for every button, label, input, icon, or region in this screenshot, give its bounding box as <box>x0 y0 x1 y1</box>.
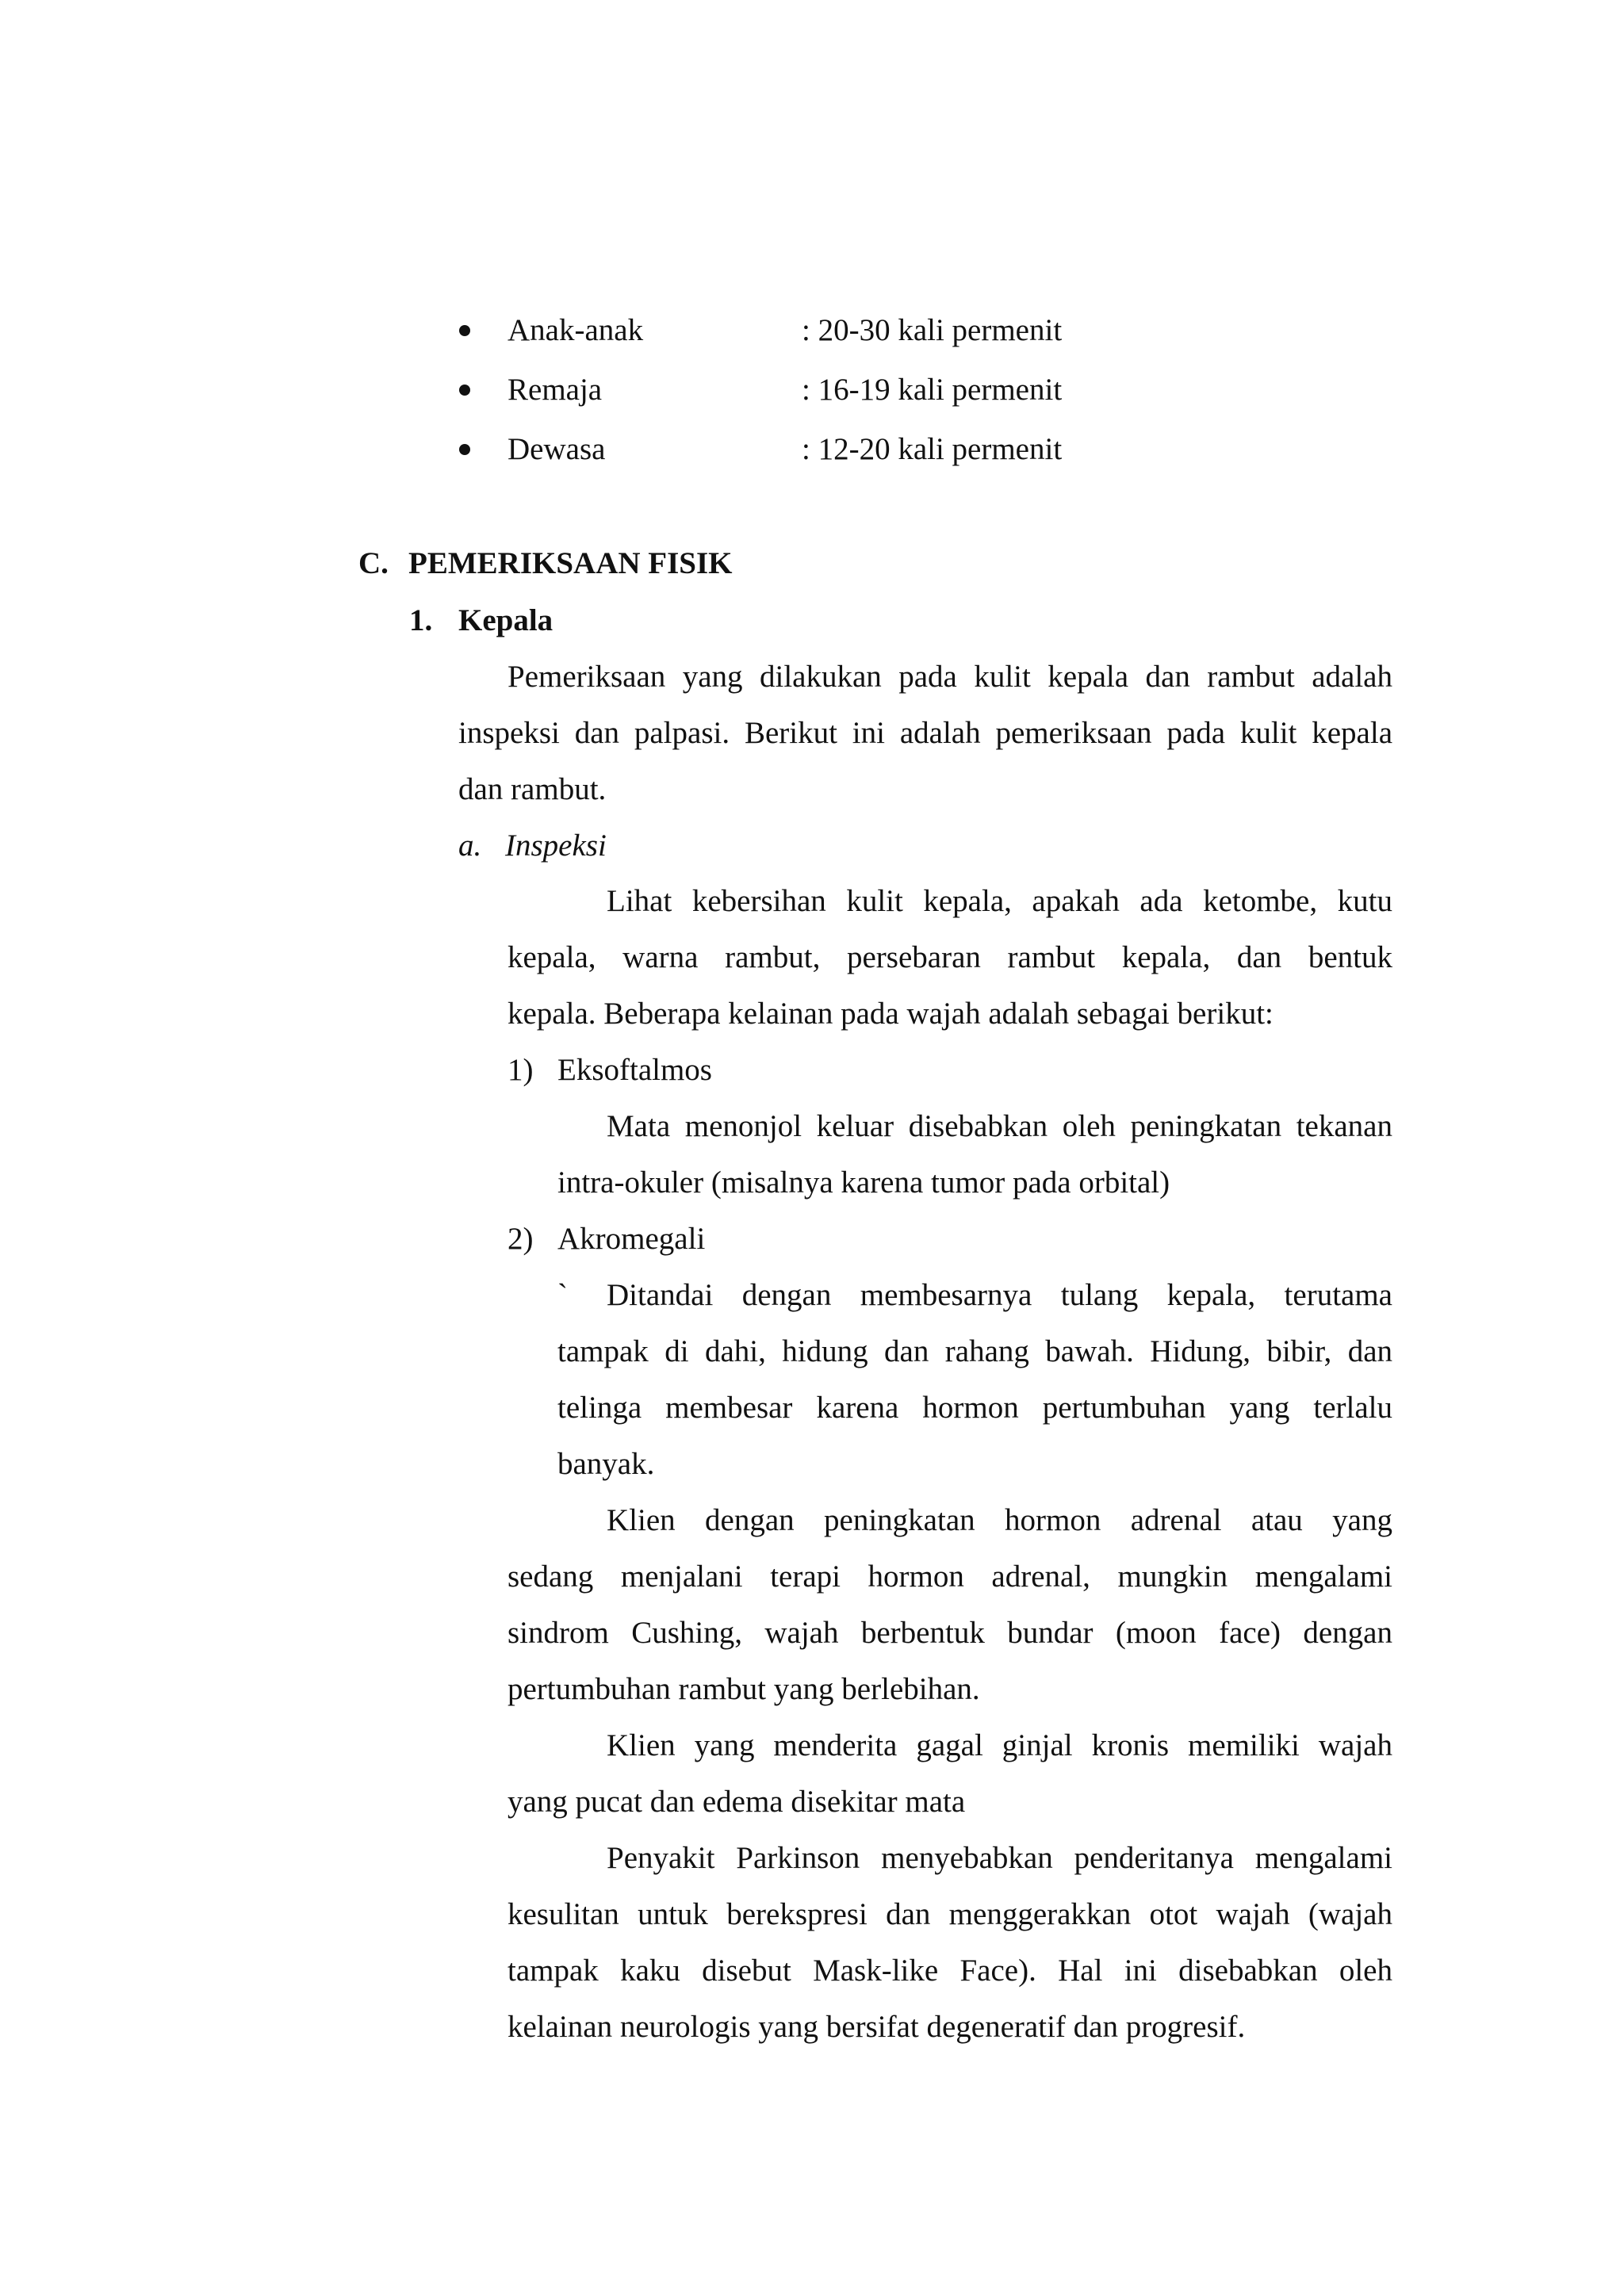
paragraph-line: Mata menonjol keluar disebabkan oleh peningkatan tekanan <box>607 1109 1392 1143</box>
paragraph-line: kesulitan untuk berekspresi dan menggerakkan otot wajah (wajah <box>508 1897 1392 1931</box>
bullet-dot-icon <box>459 325 470 336</box>
bullet-dot-icon <box>459 385 470 396</box>
item-number: 1) <box>508 1053 534 1087</box>
section-heading: PEMERIKSAAN FISIK <box>408 546 733 580</box>
rate-label: Dewasa <box>508 432 606 466</box>
list-letter: a. <box>458 828 482 863</box>
item-heading: Eksoftalmos <box>557 1053 712 1087</box>
subsection-number: 1. <box>409 603 433 637</box>
paragraph-line: banyak. <box>557 1447 655 1481</box>
paragraph-line: kelainan neurologis yang bersifat degeneratif dan progresif. <box>508 2010 1246 2044</box>
paragraph-line: inspeksi dan palpasi. Berikut ini adalah pemeriksaan pada kulit kepala <box>458 716 1392 750</box>
paragraph-line: yang pucat dan edema disekitar mata <box>508 1785 966 1819</box>
paragraph-line: Lihat kebersihan kulit kepala, apakah ada ketombe, kutu <box>607 884 1392 918</box>
paragraph-line: sindrom Cushing, wajah berbentuk bundar (moon face) dengan <box>508 1616 1392 1650</box>
paragraph-line: Klien yang menderita gagal ginjal kronis memiliki wajah <box>607 1728 1392 1762</box>
paragraph-line: Penyakit Parkinson menyebabkan penderitanya mengalami <box>607 1841 1392 1875</box>
rate-label: Anak-anak <box>508 313 644 347</box>
inspeksi-heading: Inspeksi <box>505 828 607 863</box>
paragraph-line: Pemeriksaan yang dilakukan pada kulit kepala dan rambut adalah <box>508 660 1392 694</box>
rate-value: : 12-20 kali permenit <box>802 432 1063 466</box>
paragraph-line: Klien dengan peningkatan hormon adrenal atau yang <box>607 1503 1392 1537</box>
section-letter: C. <box>358 546 389 580</box>
paragraph-line: tampak di dahi, hidung dan rahang bawah. Hidung, bibir, dan <box>557 1334 1392 1368</box>
backtick-mark: ` <box>557 1278 568 1312</box>
paragraph-line: pertumbuhan rambut yang berlebihan. <box>508 1672 980 1706</box>
paragraph-line: intra-okuler (misalnya karena tumor pada orbital) <box>557 1165 1170 1200</box>
paragraph-line: kepala. Beberapa kelainan pada wajah adalah sebagai berikut: <box>508 997 1274 1031</box>
paragraph-line: kepala, warna rambut, persebaran rambut kepala, dan bentuk <box>508 940 1392 974</box>
item-number: 2) <box>508 1222 534 1256</box>
rate-label: Remaja <box>508 373 603 407</box>
paragraph-line: sedang menjalani terapi hormon adrenal, mungkin mengalami <box>508 1559 1392 1594</box>
bullet-dot-icon <box>459 444 470 455</box>
paragraph-line: dan rambut. <box>458 772 607 806</box>
paragraph-line: telinga membesar karena hormon pertumbuhan yang terlalu <box>557 1391 1392 1425</box>
rate-value: : 16-19 kali permenit <box>802 373 1063 407</box>
paragraph-line: tampak kaku disebut Mask-like Face). Hal ini disebabkan oleh <box>508 1954 1392 1988</box>
subsection-heading: Kepala <box>458 603 553 637</box>
paragraph-line: Ditandai dengan membesarnya tulang kepala, terutama <box>607 1278 1392 1312</box>
item-heading: Akromegali <box>557 1222 706 1256</box>
rate-value: : 20-30 kali permenit <box>802 313 1063 347</box>
